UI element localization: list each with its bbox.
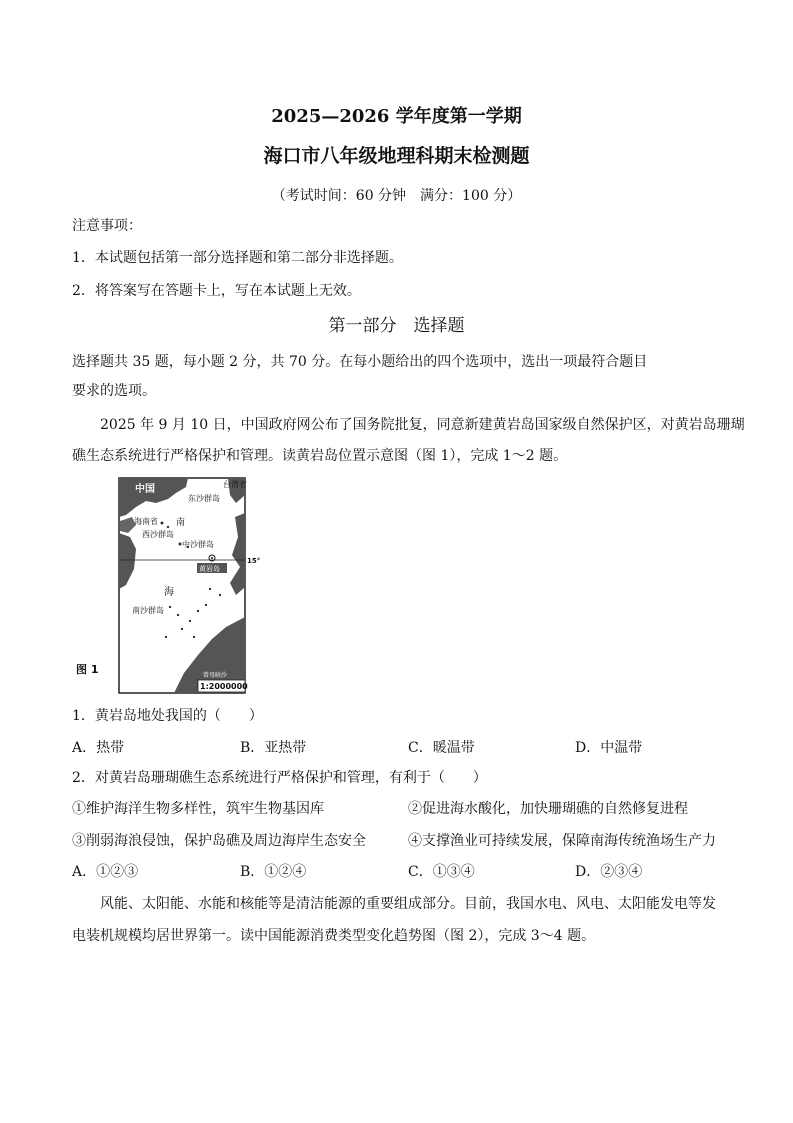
- q1-option-a: A．热带: [72, 740, 125, 756]
- exam-subject-title: 海口市八年级地理科期末检测题: [263, 145, 530, 167]
- label-china: 中国: [135, 484, 155, 495]
- part-heading: 第一部分 选择题: [328, 316, 465, 336]
- label-hainan: 海南省: [134, 517, 158, 526]
- label-nansha: 南沙群岛: [132, 606, 164, 615]
- q2-option-c: C．①③④: [408, 864, 475, 880]
- label-taiwan: 台湾省: [223, 480, 247, 489]
- part-intro-line-2: 要求的选项。: [72, 383, 156, 399]
- label-lat: 15°: [247, 557, 261, 565]
- passage1-line-2: 礁生态系统进行严格保护和管理。读黄岩岛位置示意图（图 1），完成 1～2 题。: [72, 448, 568, 464]
- q2-statement-3: ③削弱海浪侵蚀，保护岛礁及周边海岸生态安全: [72, 833, 366, 849]
- figure-label: 图 1: [76, 663, 99, 676]
- label-xisha: 西沙群岛: [142, 530, 174, 539]
- q2-option-a: A．①②③: [72, 864, 139, 880]
- exam-year-title: 2025—2026 学年度第一学期: [271, 106, 522, 127]
- note-item-1: 1．本试题包括第一部分选择题和第二部分非选择题。: [72, 250, 403, 266]
- passage2-line-2: 电装机规模均居世界第一。读中国能源消费类型变化趋势图（图 2），完成 3～4 题。: [72, 928, 596, 944]
- label-hai: 海: [164, 587, 174, 598]
- passage2-line-1: 风能、太阳能、水能和核能等是清洁能源的重要组成部分。目前，我国水电、风电、太阳能发电等发: [100, 896, 716, 912]
- label-nan: 南: [176, 518, 186, 528]
- q1-stem: 1．黄岩岛地处我国的（ ）: [72, 708, 263, 724]
- q2-statement-2: ②促进海水酸化，加快珊瑚礁的自然修复进程: [408, 801, 688, 817]
- label-zhongsha: 中沙群岛: [182, 540, 214, 549]
- q2-option-d: D．②③④: [575, 864, 643, 880]
- q2-stem: 2．对黄岩岛珊瑚礁生态系统进行严格保护和管理，有利于（ ）: [72, 770, 487, 786]
- label-huangyan: 黄岩岛: [199, 565, 220, 573]
- q2-statement-4: ④支撑渔业可持续发展，保障南海传统渔场生产力: [408, 833, 716, 849]
- note-item-2: 2．将答案写在答题卡上，写在本试题上无效。: [72, 283, 361, 299]
- q1-option-d: D．中温带: [575, 740, 643, 756]
- passage1-line-1: 2025 年 9 月 10 日，中国政府网公布了国务院批复，同意新建黄岩岛国家级自然保护区，对黄岩岛珊瑚: [100, 417, 745, 433]
- part-intro-line-1: 选择题共 35 题，每小题 2 分，共 70 分。在每小题给出的四个选项中，选出一项最符合题目: [72, 354, 648, 370]
- label-dongsha: 东沙群岛: [188, 494, 220, 503]
- q1-option-b: B．亚热带: [240, 740, 307, 756]
- q2-statement-1: ①维护海洋生物多样性，筑牢生物基因库: [72, 801, 324, 817]
- map-figure: [70, 477, 261, 695]
- label-zengmu: 曾母暗沙: [203, 672, 228, 679]
- q1-option-c: C．暖温带: [408, 740, 475, 756]
- q2-option-b: B．①②④: [240, 864, 307, 880]
- exam-info: （考试时间：60 分钟 满分：100 分）: [271, 188, 522, 204]
- notes-heading: 注意事项：: [72, 218, 142, 234]
- label-scale: 1:2000000: [200, 682, 248, 691]
